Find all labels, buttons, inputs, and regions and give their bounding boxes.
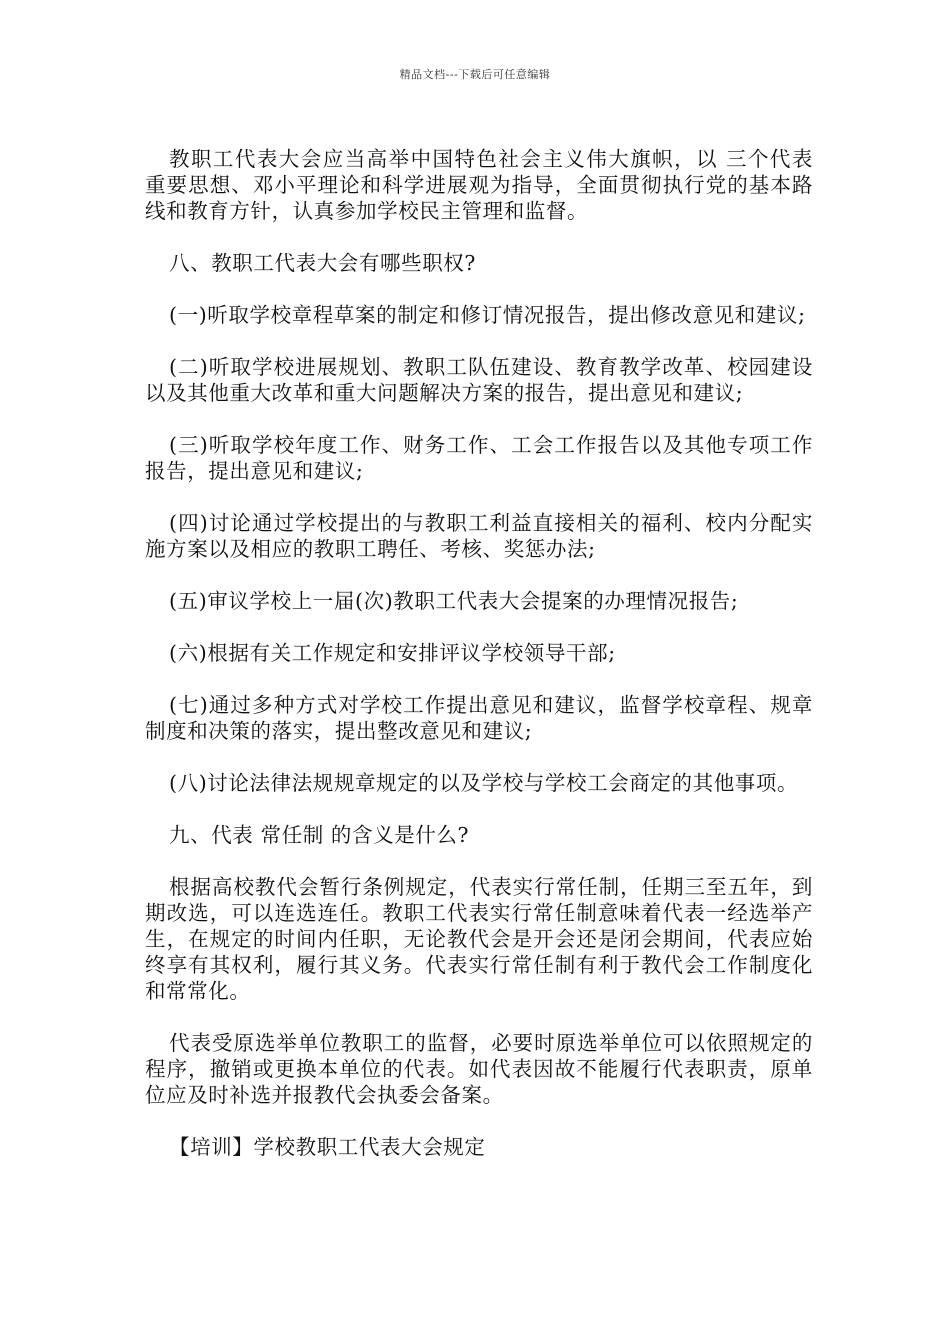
list-item-6: (六)根据有关工作规定和安排评议学校领导干部; (169, 641, 616, 665)
section-heading-nine: 九、代表 常任制 的含义是什么? (169, 823, 470, 847)
page-header: 精品文档---下载后可任意编辑 (399, 68, 551, 81)
list-item-1: (一)听取学校章程草案的制定和修订情况报告，提出修改意见和建议; (169, 303, 806, 327)
document-body (145, 146, 813, 1160)
list-item-4: (四)讨论通过学校提出的与教职工利益直接相关的福利、校内分配实施方案以及相应的教职工聘任、考核、奖惩办法; (145, 511, 813, 561)
list-item-8: (八)讨论法律法规规章规定的以及学校与学校工会商定的其他事项。 (169, 771, 799, 795)
list-item-5: (五)审议学校上一届(次)教职工代表大会提案的办理情况报告; (169, 589, 739, 613)
paragraph-term-system: 根据高校教代会暂行条例规定，代表实行常任制，任期三至五年，到期改选，可以连选连任。教职工代表实行常任制意味着代表一经选举产生，在规定的时间内任职，无论教代会是开会还是闭会期间，代表应始终享有其权利，履行其义务。代表实行常任制有利于教代会工作制度化和常常化。 (145, 875, 813, 1003)
paragraph-supervision: 代表受原选举单位教职工的监督，必要时原选举单位可以依照规定的程序，撤销或更换本单位的代表。如代表因故不能履行代表职责，原单位应及时补选并报教代会执委会备案。 (145, 1031, 813, 1107)
list-item-7: (七)通过多种方式对学校工作提出意见和建议，监督学校章程、规章制度和决策的落实，提出整改意见和建议; (145, 693, 813, 743)
list-item-2: (二)听取学校进展规划、教职工队伍建设、教育教学改革、校园建设以及其他重大改革和重大问题解决方案的报告，提出意见和建议; (145, 355, 813, 405)
section-heading-eight: 八、教职工代表大会有哪些职权? (169, 251, 476, 275)
paragraph-intro: 教职工代表大会应当高举中国特色社会主义伟大旗帜，以 三个代表 重要思想、邓小平理论和科学进展观为指导，全面贯彻执行党的基本路线和教育方针，认真参加学校民主管理和监督。 (145, 147, 813, 223)
list-item-3: (三)听取学校年度工作、财务工作、工会工作报告以及其他专项工作报告，提出意见和建议; (145, 433, 813, 483)
document-footer-title: 【培训】学校教职工代表大会规定 (169, 1135, 486, 1159)
